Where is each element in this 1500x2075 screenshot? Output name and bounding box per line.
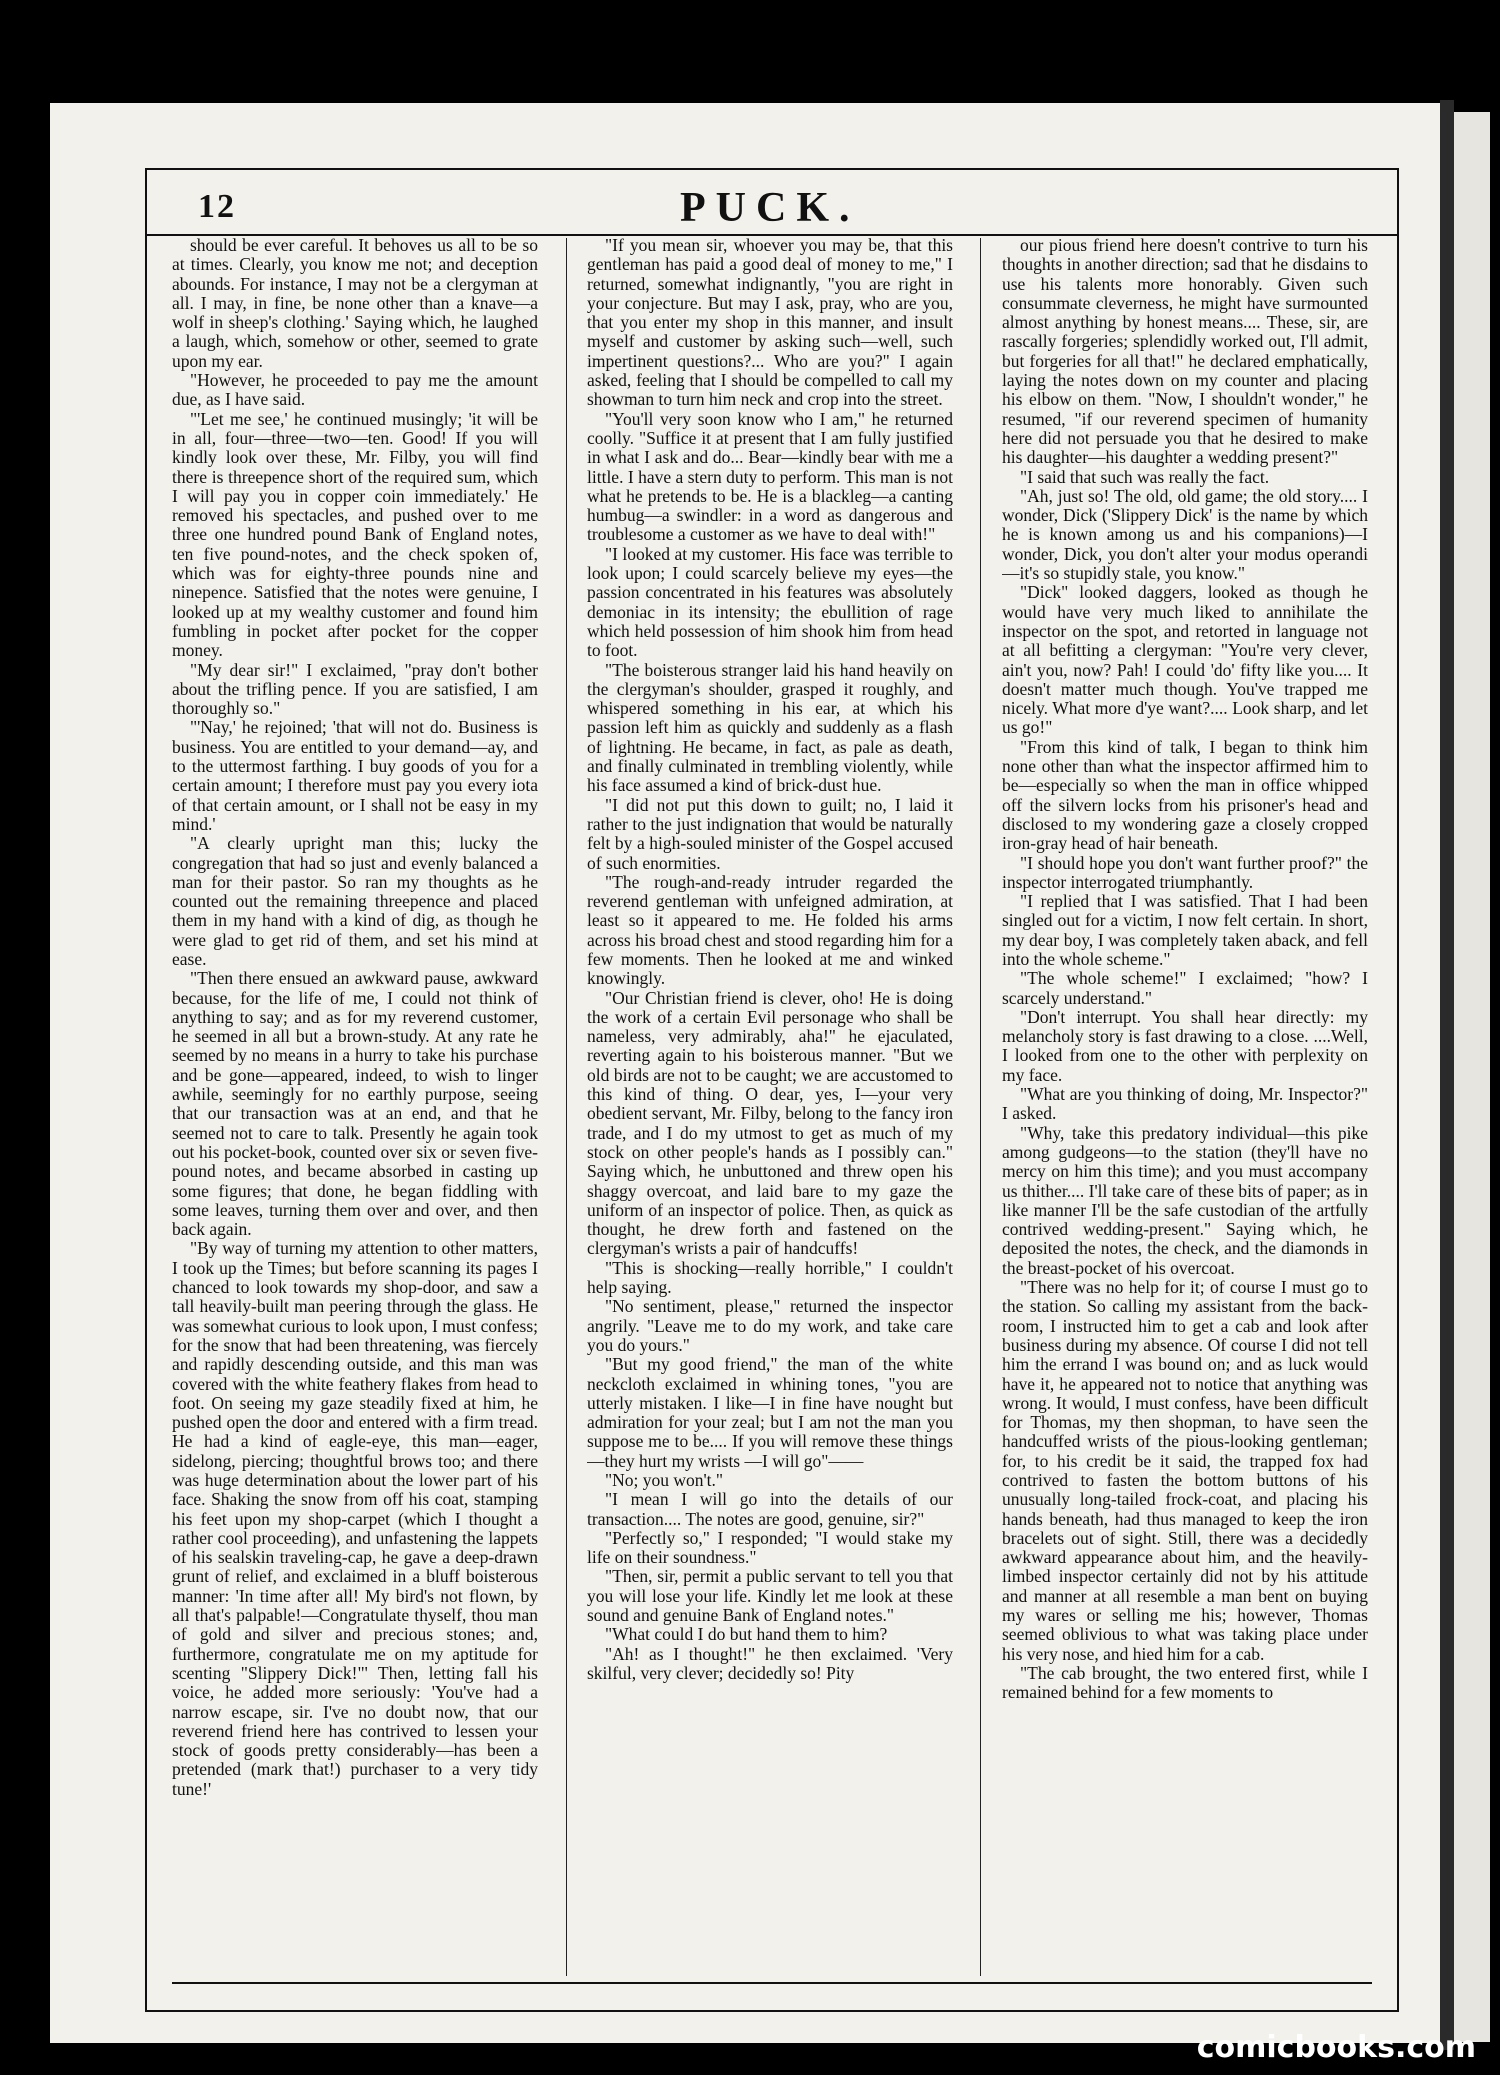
- paragraph: "The whole scheme!" I exclaimed; "how? I scarcely understand.": [1002, 968, 1368, 1008]
- paragraph: "Ah! as I thought!" he then exclaimed. 'Very skilful, very clever; decidedly so! Pity: [587, 1643, 953, 1683]
- page-number: 12: [198, 188, 236, 225]
- text-column-2: [587, 236, 953, 1976]
- paragraph: "The boisterous stranger laid his hand heavily on the clergyman's shoulder, grasped it roughly, and whispered something in his ear, at which his passion left him as quickly and suddenly as a flash of lightning. He became, in fact, as pale as death, and finally culminated in trembling violently, while his face assumed a kind of brick-dust hue.: [587, 659, 953, 796]
- paragraph: "'Let me see,' he continued musingly; 'it will be in all, four—three—two—ten. Good! If you will kindly look over these, Mr. Filby, you will find there is threepence short of the required sum, which I will pay you in copper coin immediately.' He removed his spectacles, and pushed over to me three one hundred pound Bank of England notes, ten five pound-notes, and the check spoken of, which was for eighty-three pounds nine and ninepence. Satisfied that the notes were genuine, I looked up at my wealthy customer and found him fumbling in pocket after pocket for the copper money.: [172, 408, 538, 661]
- paragraph: "However, he proceeded to pay me the amount due, as I have said.: [172, 370, 538, 410]
- paragraph: "Dick" looked daggers, looked as though he would have very much liked to annihilate the inspector on the spot, and retorted in language not at all befitting a clergyman: "You're very clever, ain't you, now? Pah! I could 'do' fifty like you.... It doesn't matter much though. You've trapped me nicely. What more d'ye want?.... Look sharp, and let us go!": [1002, 582, 1368, 738]
- paragraph: "From this kind of talk, I began to think him none other than what the inspector affirmed him to be—especially so when the man in office whipped off the silvern locks from his prisoner's head and disclosed to my wondering gaze a closely cropped iron-gray head of hair beneath.: [1002, 736, 1368, 854]
- paragraph: "I said that such was really the fact.: [1020, 466, 1270, 487]
- book-spine: [1440, 100, 1454, 2050]
- footer-rule: [172, 1982, 1372, 1984]
- paragraph: "There was no help for it; of course I must go to the station. So calling my assistant from the back-room, I instructed him to get a cab and look after business during my absence. Of course I did not tell him the errand I was bound on; and as luck would have it, he appeared not to notice that anything was wrong. It would, I must confess, have been difficult for Thomas, my then shopman, to have seen the handcuffed wrists of the pious-looking gentleman; for, to his credit be it said, the trapped fox had contrived to fasten the bottom buttons of his unusually long-tailed frock-coat, and placing his hands beneath, had thus managed to keep the iron bracelets out of sight. Still, there was a decidedly awkward appearance about him, and the heavily-limbed inspector certainly did not by his attitude and manner at all resemble a man bent on buying my wares or selling me his; however, Thomas seemed oblivious to what was taking place under his very nose, and hied him for a cab.: [1002, 1277, 1368, 1664]
- paragraph: "No sentiment, please," returned the inspector angrily. "Leave me to do my work, and take care you do yours.": [587, 1296, 953, 1355]
- column-divider: [980, 238, 981, 1976]
- paragraph: "Don't interrupt. You shall hear directly: my melancholy story is fast drawing to a close. ....Well, I looked from one to the other with perplexity on my face.: [1002, 1006, 1368, 1085]
- paragraph: "A clearly upright man this; lucky the congregation that had so just and evenly balanced a man for their pastor. So ran my thoughts as he counted out the remaining threepence and placed them in my hand with a kind of dig, as though he were glad to get rid of them, and set his mind at ease.: [172, 833, 538, 969]
- paragraph: "The rough-and-ready intruder regarded the reverend gentleman with unfeigned admiration, at least so it appeared to me. He folded his arms across his broad chest and stood regarding him for a few moments. Then he looked at me and winked knowingly.: [587, 871, 953, 989]
- paragraph: "I looked at my customer. His face was terrible to look upon; I could scarcely believe my eyes—the passion concentrated in his features was absolutely demoniac in its intensity; the ebullition of rage which held possession of him shook him from head to foot.: [587, 543, 953, 661]
- next-page-edge: [1454, 112, 1490, 2042]
- paragraph: our pious friend here doesn't contrive to turn his thoughts in another direction; sad that he disdains to use his talents more honorably. Given such consummate cleverness, he might have surmounted almost anything by honest means.... These, sir, are rascally forgeries; splendidly worked out, I'll admit, but forgeries for all that!" he declared emphatically, laying the notes down on my counter and placing his elbow on them. "Now, I shouldn't wonder," he resumed, "if our reverend specimen of humanity here did not persuade you that he desired to make his daughter—his daughter a wedding present?": [1002, 236, 1368, 468]
- paragraph: "Then, sir, permit a public servant to tell you that you will lose your life. Kindly let me look at these sound and genuine Bank of England notes.": [587, 1566, 953, 1626]
- text-column-3: [1002, 236, 1368, 1976]
- paragraph: "'Nay,' he rejoined; 'that will not do. Business is business. You are entitled to your demand—ay, and to the uttermost farthing. I buy goods of you for a certain amount; I therefore must pay you every iota of that certain amount, or I shall not be easy in my mind.': [172, 717, 538, 834]
- paragraph: "You'll very soon know who I am," he returned coolly. "Suffice it at present that I am fully justified in what I ask and do... Bear—kindly bear with me a little. I have a stern duty to perform. This man is not what he pretends to be. He is a blackleg—a canting humbug—a swindler: in a word as dangerous and troublesome a customer as we have to deal with!": [587, 408, 953, 545]
- paragraph: "This is shocking—really horrible," I couldn't help saying.: [587, 1257, 953, 1298]
- paragraph: "Why, take this predatory individual—this pike among gudgeons—to the station (they'll have no mercy on him this time); and you must accompany us thither.... I'll take care of these bits of paper; as in like manner I'll be the safe custodian of the artfully contrived wedding-present." Saying which, he deposited the notes, the check, and the diamonds in the breast-pocket of his overcoat.: [1002, 1122, 1368, 1278]
- paragraph: "If you mean sir, whoever you may be, that this gentleman has paid a good deal of money to me," I returned, somewhat indignantly, "you are right in your conjecture. But may I ask, pray, who are you, that you enter my shop in this manner, and insult myself and customer by asking such—well, such impertinent questions?... Who are you?" I again asked, feeling that I should be compelled to call my showman to turn him neck and crop into the street.: [587, 236, 953, 410]
- column-divider: [566, 238, 567, 1976]
- paragraph: "Perfectly so," I responded; "I would stake my life on their soundness.": [587, 1527, 953, 1568]
- paragraph: "But my good friend," the man of the white neckcloth exclaimed in whining tones, "you are utterly mistaken. I like—I in fine have nought but admiration for your zeal; but I am not the man you suppose me to be.... If you will remove these things—they hurt my wrists —I will go"——: [587, 1354, 953, 1471]
- text-column-1: [172, 236, 538, 1976]
- paragraph: should be ever careful. It behoves us all to be so at times. Clearly, you know me not; and deception abounds. For instance, I may not be a clergyman at all. I may, in fine, be none other than a knave—a wolf in sheep's clothing.' Saying which, he laughed a laugh, which, somehow or other, seemed to grate upon my ear.: [172, 236, 538, 371]
- paragraph: "The cab brought, the two entered first, while I remained behind for a few moments to: [1002, 1662, 1368, 1703]
- paragraph: "I mean I will go into the details of our transaction.... The notes are good, genuine, sir?": [587, 1489, 953, 1529]
- paragraph: "My dear sir!" I exclaimed, "pray don't bother about the trifling pence. If you are satisfied, I am thoroughly so.": [172, 659, 538, 719]
- paragraph: "No; you won't.": [605, 1470, 724, 1490]
- paragraph: "Our Christian friend is clever, oho! He is doing the work of a certain Evil personage who shall be nameless, very admirably, aha!" he ejaculated, reverting again to his boisterous manner. "But we old birds are not to be caught; we are accustomed to this kind of thing. O dear, yes, I—your very obedient servant, Mr. Filby, belong to the fancy iron trade, and I do my utmost to get as much of my stock on other people's hands as I possibly can." Saying which, he unbuttoned and threw open his shaggy overcoat, and laid bare to my gaze the uniform of an inspector of police. Then, as quick as thought, he drew forth and fastened on the clergyman's wrists a pair of handcuffs!: [587, 987, 953, 1259]
- paragraph: "I did not put this down to guilt; no, I laid it rather to the just indignation that would be naturally felt by a high-souled minister of the Gospel accused of such enormities.: [587, 794, 953, 873]
- paragraph: "What are you thinking of doing, Mr. Inspector?" I asked.: [1002, 1084, 1368, 1124]
- watermark: comicbooks.com: [1196, 2030, 1476, 2065]
- masthead-title: PUCK.: [680, 185, 860, 231]
- paragraph: "Then there ensued an awkward pause, awkward because, for the life of me, I could not think of anything to say; and as for my reverend customer, he seemed in all but a brown-study. At any rate he seemed by no means in a hurry to take his purchase and be gone—appeared, indeed, to wish to linger awhile, seemingly for no earthly purpose, seeing that our transaction was at an end, and that he seemed not to care to talk. Presently he again took out his pocket-book, counted over six or seven five-pound notes, and became absorbed in casting up some figures; that done, he began fiddling with some leaves, turning them over and over, and then back again.: [172, 968, 538, 1240]
- paragraph: "I should hope you don't want further proof?" the inspector interrogated triumphantly.: [1002, 852, 1368, 892]
- paragraph: "By way of turning my attention to other matters, I took up the Times; but before scanning its pages I chanced to look towards my shop-door, and saw a tall heavily-built man peering through the glass. He was somewhat curious to look upon, I must confess; for the snow that had been threatening, was fiercely and rapidly descending outside, and this man was covered with the white feathery flakes from head to foot. On seeing my gaze steadily fixed at him, he pushed open the door and entered with a firm tread. He had a kind of eagle-eye, this man—eager, sidelong, piercing; thoughtful brows too; and there was huge determination about the lower part of his face. Shaking the snow from off his coat, stamping his feet upon my shop-carpet (which I thought a rather cool proceeding), and unfastening the lappets of his sealskin traveling-cap, he gave a deep-drawn grunt of relief, and exclaimed in a bluff boisterous manner: 'In time after all! My bird's not flown, by all that's palpable!—Congratulate thyself, thou man of gold and silver and precious stones; and, furthermore, congratulate me on my aptitude for scenting "Slippery Dick!"' Then, letting fall his voice, he added more seriously: 'You've had a narrow escape, sir. I've no doubt now, that our reverend friend here has contrived to lessen your stock of goods pretty considerably—has been a pretended (mark that!) purchaser to a very tidy tune!': [172, 1238, 538, 1799]
- paragraph: "Ah, just so! The old, old game; the old story.... I wonder, Dick ('Slippery Dick' is the name by which he is known among us and his companions)—I wonder, Dick, you don't alter your modus operandi—it's so stupidly stale, you know.": [1002, 485, 1368, 584]
- paragraph: "What could I do but hand them to him?: [605, 1624, 888, 1645]
- paragraph: "I replied that I was satisfied. That I had been singled out for a victim, I now felt certain. In short, my dear boy, I was completely taken aback, and fell into the whole scheme.": [1002, 891, 1368, 969]
